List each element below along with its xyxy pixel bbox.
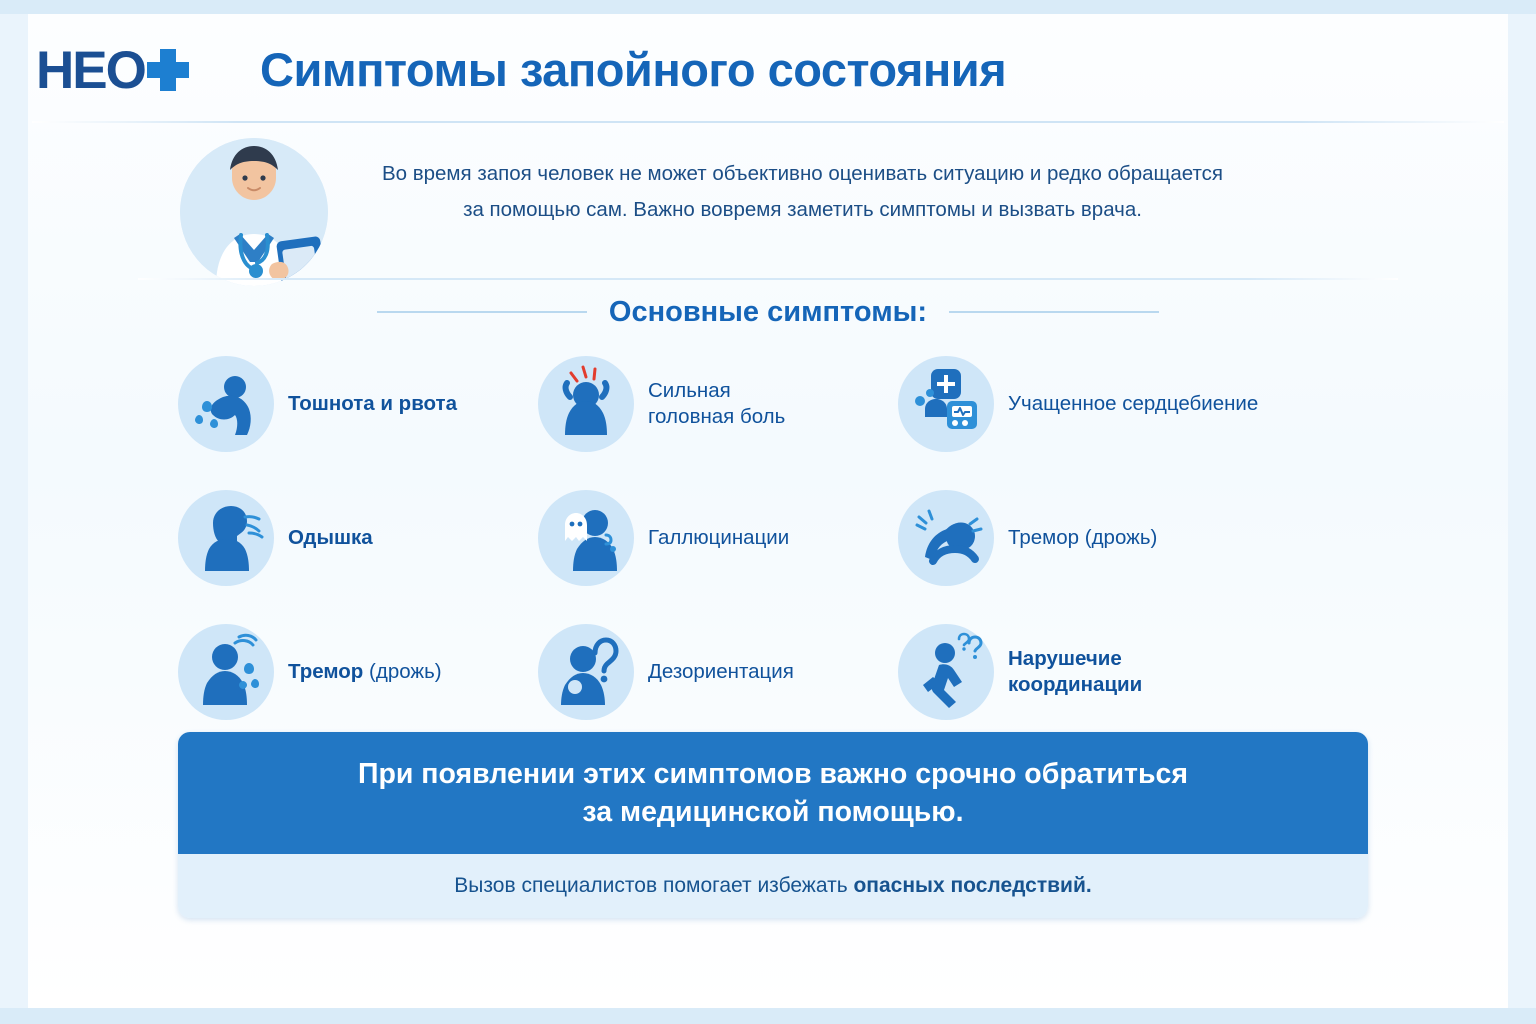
symptom-item [898, 478, 1318, 598]
symptom-item [178, 612, 538, 732]
heading-rule-left [377, 311, 587, 313]
vomiting-icon [178, 356, 274, 452]
tremor-sweat-icon [178, 624, 274, 720]
symptom-label: Тремор (дрожь) [1008, 526, 1158, 550]
left-band [0, 14, 28, 1008]
callout-line-2: за медицинской помощью. [582, 796, 964, 828]
brand-logo-text: HEO [36, 40, 145, 100]
disorientation-icon [538, 624, 634, 720]
section-heading [28, 292, 1508, 332]
header-divider [32, 121, 1504, 123]
bottom-band [0, 1008, 1536, 1024]
symptom-label-2: координации [1008, 673, 1143, 696]
symptom-label: Дезориентация [648, 660, 794, 684]
symptom-label: Учащенное сердцебиение [1008, 392, 1259, 416]
canvas [28, 14, 1508, 1008]
symptom-label: Нарушечие [1008, 647, 1122, 671]
intro-line-1: Во время запоя человек не может объективно оценивать ситуацию и редко обращается [381, 162, 1224, 185]
header [28, 14, 1508, 122]
intro-divider [138, 278, 1398, 280]
heading-rule-right [949, 311, 1159, 313]
plus-icon [147, 49, 189, 91]
callout-footer [178, 854, 1368, 918]
heartbeat-icon [898, 356, 994, 452]
shortness-breath-icon [178, 490, 274, 586]
tremor-hand-icon [898, 490, 994, 586]
top-band [0, 0, 1536, 14]
intro-section [28, 126, 1508, 286]
doctor-avatar-icon [180, 138, 328, 286]
intro-text [320, 156, 1285, 228]
symptom-label-2: (дрожь) [369, 660, 442, 684]
callout-line-1: При появлении этих симптомов важно срочно обратиться [357, 757, 1189, 790]
symptom-label-group [288, 659, 442, 685]
symptom-item [898, 612, 1318, 732]
symptom-label-group [1008, 646, 1142, 697]
page-title: Симптомы запойного состояния [260, 43, 1007, 96]
right-band [1508, 14, 1536, 1008]
symptom-item [538, 612, 898, 732]
symptom-label-group [648, 378, 785, 429]
headache-icon [538, 356, 634, 452]
symptom-label: Тошнота и рвота [288, 392, 457, 416]
symptom-label: Одышка [288, 526, 373, 550]
symptom-label: Сильная [648, 379, 731, 403]
hallucination-icon [538, 490, 634, 586]
symptom-item [178, 344, 538, 464]
callout-main [178, 732, 1368, 854]
symptom-item [898, 344, 1318, 464]
callout-footer-plain: Вызов специалистов помогает избежать [454, 874, 854, 897]
callout-box [178, 732, 1368, 918]
symptom-label: Тремор [288, 660, 364, 684]
callout-footer-bold: опасных последствий. [853, 874, 1092, 897]
symptom-item [538, 344, 898, 464]
symptom-item [538, 478, 898, 598]
section-title: Основные симптомы: [608, 295, 928, 328]
symptoms-grid [178, 344, 1368, 732]
symptom-item [178, 478, 538, 598]
coordination-icon [898, 624, 994, 720]
symptom-label-2: головная боль [648, 405, 786, 428]
brand-logo [36, 40, 246, 100]
intro-line-2: за помощью сам. Важно вовремя заметить симптомы и вызвать врача. [463, 197, 1142, 221]
symptom-label: Галлюцинации [648, 526, 790, 550]
